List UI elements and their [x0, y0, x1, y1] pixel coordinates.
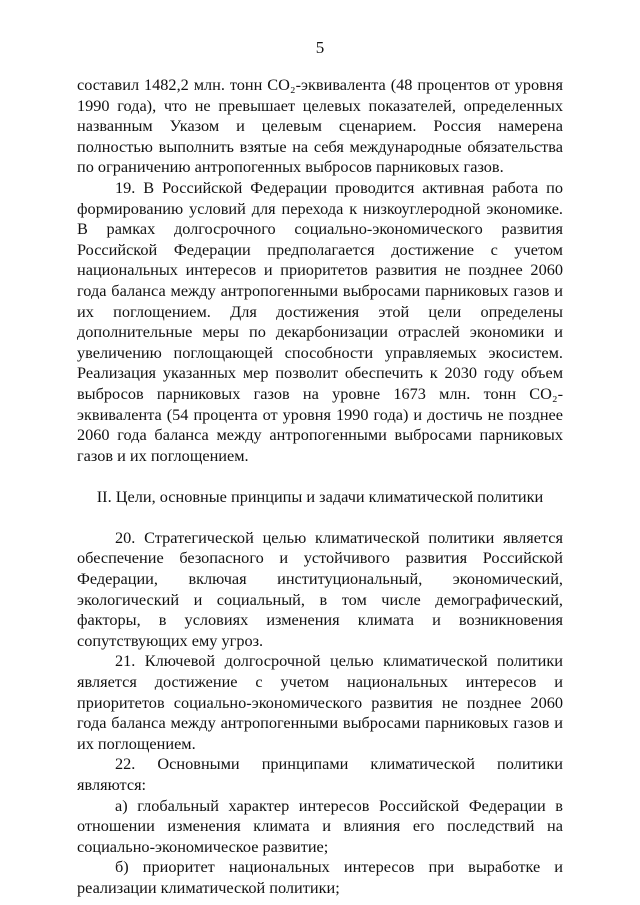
document-body — [77, 75, 563, 899]
section-heading: II. Цели, основные принципы и задачи климатической политики — [96, 487, 544, 507]
list-item-b: б) приоритет национальных интересов при выработке и реализации климатической политики; — [77, 857, 563, 897]
paragraph-22: 22. Основными принципами климатической политики являются: — [77, 754, 563, 794]
page-number: 5 — [315, 38, 325, 57]
paragraph-19: 19. В Российской Федерации проводится активная работа по формированию условий для перехода к низкоуглеродной экономике. В рамках долгосрочного социально-экономического развития Российской Федерации предполагается достижение с учетом национальных интересов и приоритетов развития не позднее 2060 года баланса между антропогенными выбросами парниковых газов и их поглощением. Для достижения этой цели определены дополнительные меры по декарбонизации отраслей экономики и увеличению поглощающей способности управляемых экосистем. Реализация указанных мер позволит обеспечить к 2030 году объем выбросов парниковых газов на уровне 1673 млн. тонн CO₂-эквивалента (54 процента от уровня 1990 года) и достичь не позднее 2060 года баланса между антропогенными выбросами парниковых газов и их поглощением. — [77, 177, 563, 465]
paragraph-21: 21. Ключевой долгосрочной целью климатической политики является достижение с учетом национальных интересов и приоритетов социально-экономического развития не позднее 2060 года баланса между антропогенными выбросами парниковых газов и их поглощением. — [77, 651, 563, 753]
paragraph-continuation: составил 1482,2 млн. тонн CO₂-эквивалента (48 процентов от уровня 1990 года), что не превышает целевых показателей, определенных названным Указом и целевым сценарием. Россия намерена полностью выполнить взятые на себя международные обязательства по ограничению антропогенных выбросов парниковых газов. — [77, 75, 563, 177]
paragraph-20: 20. Стратегической целью климатической политики является обеспечение безопасного и устойчивого развития Российской Федерации, включая институциональный, экономический, экологический и социальный, в том числе демографический, факторы, в условиях изменения климата и возникновения сопутствующих ему угроз. — [77, 527, 563, 650]
list-item-a: а) глобальный характер интересов Российской Федерации в отношении изменения климата и влияния его последствий на социально-экономическое развитие; — [77, 795, 563, 856]
